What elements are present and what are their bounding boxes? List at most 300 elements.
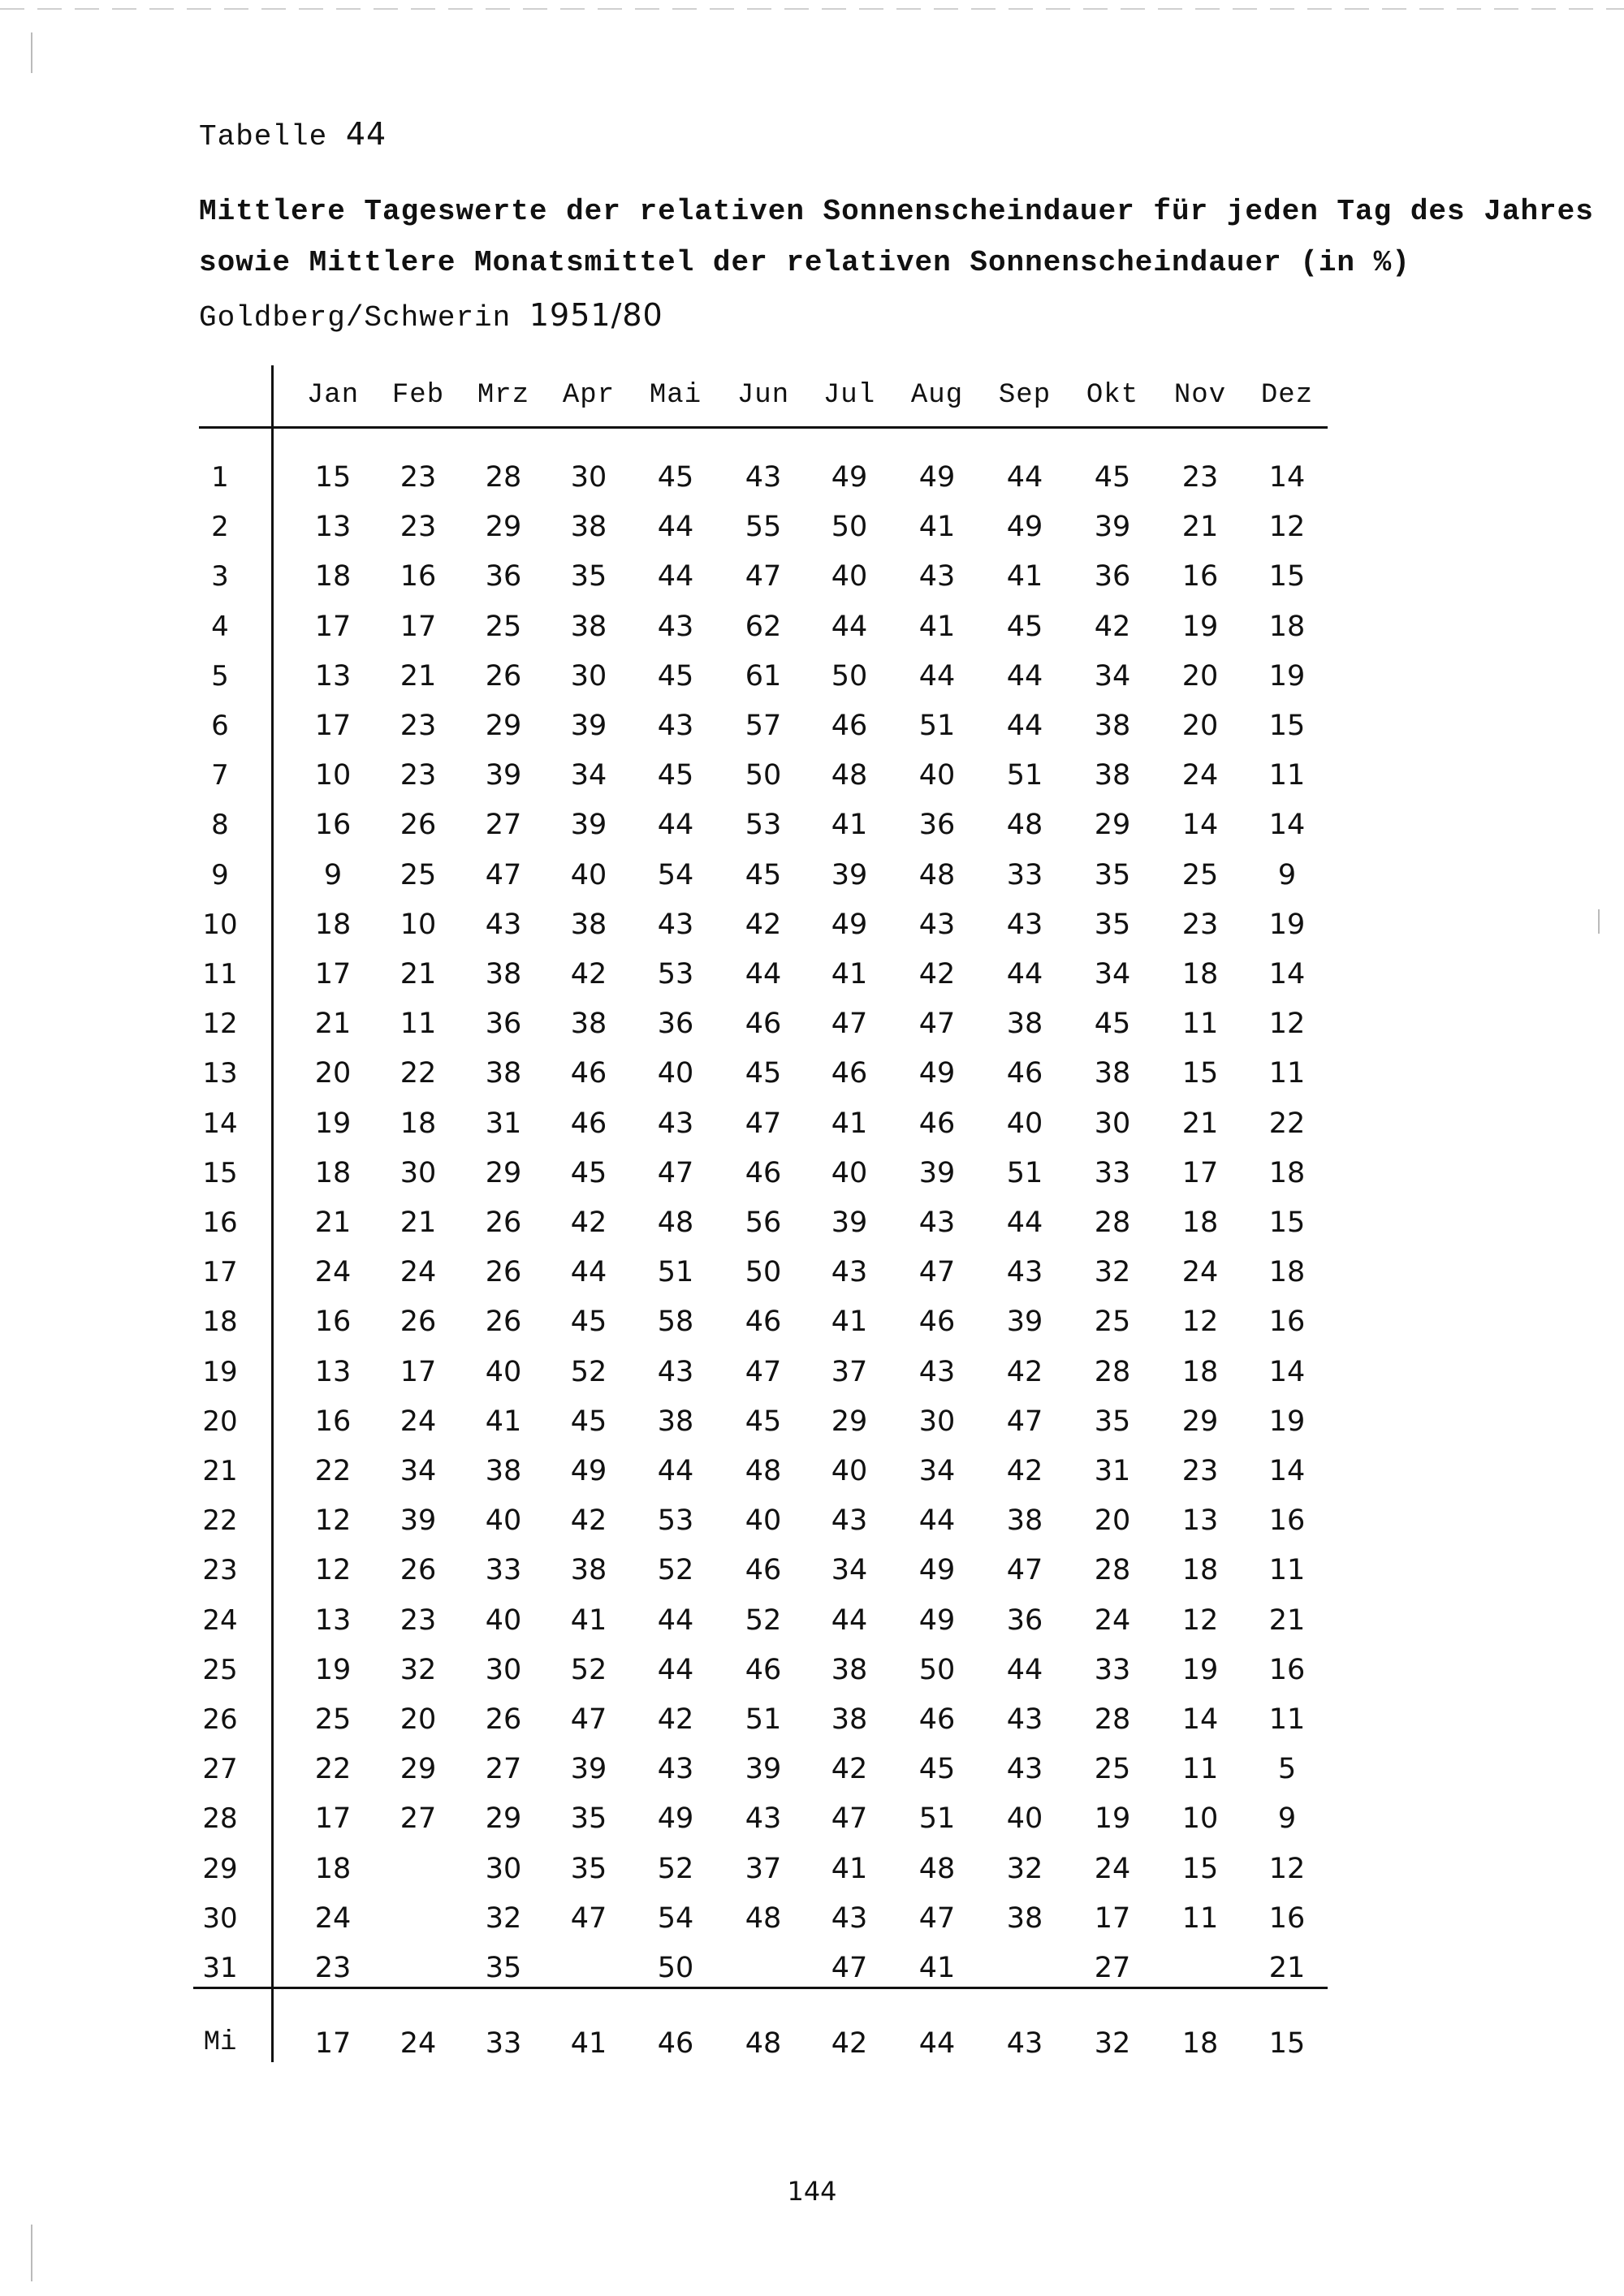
table-cell: 42 bbox=[831, 1753, 868, 1785]
mean-cell: 32 bbox=[1094, 2027, 1131, 2060]
table-cell: 34 bbox=[1094, 660, 1131, 693]
table-cell: 46 bbox=[570, 1057, 607, 1090]
table-cell: 18 bbox=[314, 908, 352, 941]
table-cell: 24 bbox=[1094, 1853, 1131, 1885]
table-cell: 21 bbox=[314, 1206, 352, 1239]
table-cell: 49 bbox=[657, 1802, 694, 1835]
table-cell: 39 bbox=[400, 1504, 437, 1537]
table-cell: 29 bbox=[485, 710, 522, 742]
table-cell: 12 bbox=[1268, 511, 1306, 543]
table-cell: 50 bbox=[657, 1952, 694, 1984]
table-cell: 43 bbox=[831, 1504, 868, 1537]
table-cell: 28 bbox=[1094, 1206, 1131, 1239]
table-cell: 51 bbox=[745, 1703, 782, 1736]
table-cell: 52 bbox=[745, 1604, 782, 1637]
page-number: 144 bbox=[787, 2176, 837, 2207]
column-header-apr: Apr bbox=[562, 380, 615, 411]
table-cell: 47 bbox=[657, 1157, 694, 1189]
scan-mark-left-top bbox=[31, 32, 32, 73]
table-cell: 43 bbox=[745, 461, 782, 494]
row-label-day: 3 bbox=[211, 560, 229, 593]
title-line-1: Mittlere Tageswerte der relativen Sonnenscheindauer für jeden Tag des Jahres bbox=[199, 195, 1594, 228]
table-cell: 21 bbox=[1181, 1107, 1219, 1140]
table-cell: 27 bbox=[485, 1753, 522, 1785]
table-cell: 50 bbox=[745, 1256, 782, 1288]
table-number: 44 bbox=[345, 116, 387, 152]
table-cell: 32 bbox=[1094, 1256, 1131, 1288]
row-label-day: 5 bbox=[211, 660, 229, 693]
table-cell: 36 bbox=[485, 1008, 522, 1040]
scan-mark-left-bottom bbox=[31, 2225, 32, 2281]
table-cell: 45 bbox=[657, 660, 694, 693]
table-cell: 45 bbox=[1006, 611, 1043, 643]
table-cell: 23 bbox=[1181, 461, 1219, 494]
row-label-day: 20 bbox=[202, 1405, 238, 1438]
table-cell: 21 bbox=[314, 1008, 352, 1040]
row-label-day: 22 bbox=[202, 1504, 238, 1537]
table-cell: 44 bbox=[657, 1604, 694, 1637]
table-cell: 25 bbox=[485, 611, 522, 643]
table-cell: 27 bbox=[400, 1802, 437, 1835]
table-cell: 47 bbox=[831, 1802, 868, 1835]
table-cell: 11 bbox=[1181, 1753, 1219, 1785]
table-cell: 26 bbox=[485, 660, 522, 693]
table-cell: 29 bbox=[485, 1157, 522, 1189]
table-cell: 42 bbox=[918, 958, 956, 990]
column-header-jul: Jul bbox=[823, 380, 876, 411]
row-label-day: 31 bbox=[202, 1952, 238, 1984]
table-cell: 15 bbox=[1268, 560, 1306, 593]
table-cell: 14 bbox=[1268, 809, 1306, 841]
table-cell: 31 bbox=[1094, 1455, 1131, 1487]
table-cell: 21 bbox=[400, 660, 437, 693]
table-cell: 12 bbox=[314, 1554, 352, 1586]
row-label-day: 19 bbox=[202, 1356, 238, 1388]
row-label-day: 27 bbox=[202, 1753, 238, 1785]
column-header-sep: Sep bbox=[998, 380, 1052, 411]
scan-edge-top bbox=[0, 8, 1624, 10]
table-cell: 13 bbox=[1181, 1504, 1219, 1537]
table-cell: 23 bbox=[400, 511, 437, 543]
table-cell: 39 bbox=[831, 859, 868, 891]
table-cell: 18 bbox=[314, 560, 352, 593]
table-cell: 24 bbox=[400, 1405, 437, 1438]
table-cell: 16 bbox=[1181, 560, 1219, 593]
table-cell: 46 bbox=[1006, 1057, 1043, 1090]
table-cell: 39 bbox=[918, 1157, 956, 1189]
table-cell: 26 bbox=[400, 1554, 437, 1586]
row-label-day: 14 bbox=[202, 1107, 238, 1140]
table-cell: 23 bbox=[1181, 908, 1219, 941]
table-cell: 16 bbox=[1268, 1504, 1306, 1537]
table-cell: 29 bbox=[831, 1405, 868, 1438]
table-cell: 49 bbox=[570, 1455, 607, 1487]
table-cell: 46 bbox=[570, 1107, 607, 1140]
table-cell: 15 bbox=[1181, 1853, 1219, 1885]
table-cell: 45 bbox=[570, 1405, 607, 1438]
table-cell: 17 bbox=[314, 611, 352, 643]
table-cell: 46 bbox=[745, 1654, 782, 1686]
table-cell: 19 bbox=[1181, 1654, 1219, 1686]
row-label-day: 6 bbox=[211, 710, 229, 742]
table-cell: 30 bbox=[918, 1405, 956, 1438]
table-cell: 16 bbox=[1268, 1306, 1306, 1338]
table-cell: 51 bbox=[918, 1802, 956, 1835]
table-cell: 47 bbox=[831, 1952, 868, 1984]
table-cell: 26 bbox=[400, 1306, 437, 1338]
table-cell: 58 bbox=[657, 1306, 694, 1338]
table-cell: 33 bbox=[1006, 859, 1043, 891]
table-cell: 36 bbox=[1006, 1604, 1043, 1637]
column-header-okt: Okt bbox=[1086, 380, 1139, 411]
table-cell: 61 bbox=[745, 660, 782, 693]
table-cell: 46 bbox=[745, 1554, 782, 1586]
mean-cell: 48 bbox=[745, 2027, 782, 2060]
table-cell: 24 bbox=[314, 1256, 352, 1288]
mean-cell: 46 bbox=[657, 2027, 694, 2060]
table-cell: 54 bbox=[657, 859, 694, 891]
table-cell: 39 bbox=[485, 759, 522, 792]
column-header-jan: Jan bbox=[306, 380, 360, 411]
table-cell: 36 bbox=[657, 1008, 694, 1040]
table-cell: 48 bbox=[831, 759, 868, 792]
table-cell: 24 bbox=[400, 1256, 437, 1288]
table-cell: 43 bbox=[831, 1256, 868, 1288]
table-cell: 43 bbox=[1006, 1753, 1043, 1785]
table-cell: 21 bbox=[400, 1206, 437, 1239]
table-cell: 48 bbox=[657, 1206, 694, 1239]
table-cell: 57 bbox=[745, 710, 782, 742]
table-cell: 19 bbox=[1268, 908, 1306, 941]
table-cell: 35 bbox=[1094, 908, 1131, 941]
table-cell: 23 bbox=[400, 461, 437, 494]
table-cell: 45 bbox=[745, 859, 782, 891]
table-cell: 30 bbox=[570, 461, 607, 494]
table-cell: 50 bbox=[831, 511, 868, 543]
row-label-day: 21 bbox=[202, 1455, 238, 1487]
table-cell: 43 bbox=[918, 560, 956, 593]
table-cell: 35 bbox=[485, 1952, 522, 1984]
table-cell: 17 bbox=[1181, 1157, 1219, 1189]
table-cell: 17 bbox=[400, 1356, 437, 1388]
table-cell: 42 bbox=[657, 1703, 694, 1736]
table-cell: 38 bbox=[1094, 710, 1131, 742]
table-cell: 45 bbox=[657, 461, 694, 494]
table-cell: 50 bbox=[745, 759, 782, 792]
column-header-feb: Feb bbox=[391, 380, 445, 411]
table-cell: 54 bbox=[657, 1902, 694, 1935]
table-cell: 26 bbox=[485, 1306, 522, 1338]
table-cell: 44 bbox=[1006, 958, 1043, 990]
column-header-mrz: Mrz bbox=[477, 380, 530, 411]
table-cell: 43 bbox=[485, 908, 522, 941]
table-cell: 38 bbox=[485, 1057, 522, 1090]
table-cell: 41 bbox=[1006, 560, 1043, 593]
row-label-day: 26 bbox=[202, 1703, 238, 1736]
table-cell: 17 bbox=[314, 958, 352, 990]
mean-row-label: Mi bbox=[203, 2027, 237, 2058]
table-cell: 47 bbox=[570, 1703, 607, 1736]
table-cell: 43 bbox=[918, 1206, 956, 1239]
period: 1951/80 bbox=[529, 297, 663, 333]
table-cell: 11 bbox=[1181, 1902, 1219, 1935]
table-cell: 47 bbox=[745, 1356, 782, 1388]
table-cell: 44 bbox=[570, 1256, 607, 1288]
row-label-day: 10 bbox=[202, 908, 238, 941]
row-label-day: 4 bbox=[211, 611, 229, 643]
table-cell: 22 bbox=[314, 1455, 352, 1487]
table-cell: 26 bbox=[485, 1256, 522, 1288]
table-cell: 21 bbox=[1268, 1604, 1306, 1637]
table-cell: 41 bbox=[485, 1405, 522, 1438]
mean-cell: 24 bbox=[400, 2027, 437, 2060]
table-cell: 45 bbox=[657, 759, 694, 792]
mean-rule bbox=[193, 1987, 1328, 1989]
table-cell: 38 bbox=[570, 611, 607, 643]
column-header-nov: Nov bbox=[1173, 380, 1227, 411]
table-cell: 43 bbox=[745, 1802, 782, 1835]
table-cell: 49 bbox=[831, 908, 868, 941]
table-cell: 35 bbox=[1094, 1405, 1131, 1438]
table-cell: 42 bbox=[570, 1504, 607, 1537]
table-cell: 36 bbox=[485, 560, 522, 593]
table-cell: 38 bbox=[657, 1405, 694, 1438]
row-label-day: 7 bbox=[211, 759, 229, 792]
scan-mark-right bbox=[1598, 909, 1600, 934]
table-cell: 14 bbox=[1268, 1455, 1306, 1487]
table-cell: 41 bbox=[831, 1306, 868, 1338]
table-cell: 47 bbox=[1006, 1405, 1043, 1438]
row-label-day: 24 bbox=[202, 1604, 238, 1637]
table-cell: 39 bbox=[1094, 511, 1131, 543]
table-cell: 38 bbox=[831, 1703, 868, 1736]
table-cell: 38 bbox=[485, 1455, 522, 1487]
table-cell: 46 bbox=[918, 1703, 956, 1736]
table-cell: 26 bbox=[400, 809, 437, 841]
column-header-aug: Aug bbox=[910, 380, 964, 411]
table-cell: 53 bbox=[745, 809, 782, 841]
table-label: Tabelle bbox=[199, 120, 328, 153]
row-label-day: 28 bbox=[202, 1802, 238, 1835]
table-cell: 25 bbox=[400, 859, 437, 891]
table-cell: 44 bbox=[1006, 1654, 1043, 1686]
row-label-day: 2 bbox=[211, 511, 229, 543]
table-cell: 35 bbox=[570, 560, 607, 593]
table-cell: 43 bbox=[657, 908, 694, 941]
table-cell: 30 bbox=[485, 1654, 522, 1686]
table-cell: 24 bbox=[1181, 759, 1219, 792]
table-cell: 9 bbox=[1277, 859, 1297, 891]
table-cell: 32 bbox=[400, 1654, 437, 1686]
table-cell: 29 bbox=[485, 511, 522, 543]
table-cell: 40 bbox=[831, 560, 868, 593]
table-cell: 48 bbox=[918, 1853, 956, 1885]
table-cell: 18 bbox=[400, 1107, 437, 1140]
table-cell: 21 bbox=[1268, 1952, 1306, 1984]
table-cell: 16 bbox=[314, 1306, 352, 1338]
table-cell: 47 bbox=[1006, 1554, 1043, 1586]
table-cell: 33 bbox=[485, 1554, 522, 1586]
table-cell: 10 bbox=[400, 908, 437, 941]
table-cell: 15 bbox=[1268, 710, 1306, 742]
table-cell: 43 bbox=[918, 1356, 956, 1388]
table-cell: 39 bbox=[831, 1206, 868, 1239]
table-cell: 49 bbox=[918, 1057, 956, 1090]
table-cell: 17 bbox=[400, 611, 437, 643]
table-cell: 34 bbox=[400, 1455, 437, 1487]
table-cell: 16 bbox=[400, 560, 437, 593]
table-cell: 21 bbox=[1181, 511, 1219, 543]
table-cell: 43 bbox=[657, 1107, 694, 1140]
table-cell: 44 bbox=[918, 1504, 956, 1537]
table-cell: 47 bbox=[831, 1008, 868, 1040]
table-cell: 20 bbox=[400, 1703, 437, 1736]
header-rule bbox=[199, 426, 1328, 429]
table-cell: 47 bbox=[918, 1902, 956, 1935]
table-cell: 44 bbox=[1006, 461, 1043, 494]
table-cell: 44 bbox=[745, 958, 782, 990]
table-cell: 38 bbox=[1006, 1902, 1043, 1935]
table-cell: 26 bbox=[485, 1703, 522, 1736]
table-cell: 46 bbox=[745, 1157, 782, 1189]
table-cell: 50 bbox=[831, 660, 868, 693]
table-cell: 19 bbox=[314, 1107, 352, 1140]
station-name: Goldberg/Schwerin bbox=[199, 301, 512, 334]
table-cell: 27 bbox=[485, 809, 522, 841]
table-cell: 39 bbox=[570, 710, 607, 742]
table-cell: 30 bbox=[570, 660, 607, 693]
row-label-day: 29 bbox=[202, 1853, 238, 1885]
table-cell: 43 bbox=[657, 1753, 694, 1785]
table-cell: 21 bbox=[400, 958, 437, 990]
table-cell: 32 bbox=[1006, 1853, 1043, 1885]
table-cell: 47 bbox=[745, 560, 782, 593]
table-cell: 29 bbox=[1094, 809, 1131, 841]
table-cell: 40 bbox=[831, 1455, 868, 1487]
table-cell: 19 bbox=[1181, 611, 1219, 643]
table-cell: 38 bbox=[1006, 1504, 1043, 1537]
table-cell: 42 bbox=[1094, 611, 1131, 643]
table-vertical-rule bbox=[271, 365, 274, 2062]
table-cell: 39 bbox=[745, 1753, 782, 1785]
mean-cell: 42 bbox=[831, 2027, 868, 2060]
table-cell: 48 bbox=[1006, 809, 1043, 841]
table-cell: 20 bbox=[1181, 710, 1219, 742]
table-cell: 23 bbox=[400, 710, 437, 742]
table-cell: 15 bbox=[1268, 1206, 1306, 1239]
table-cell: 40 bbox=[485, 1356, 522, 1388]
table-cell: 49 bbox=[918, 461, 956, 494]
table-cell: 42 bbox=[745, 908, 782, 941]
table-cell: 16 bbox=[314, 1405, 352, 1438]
table-cell: 10 bbox=[1181, 1802, 1219, 1835]
table-cell: 15 bbox=[314, 461, 352, 494]
table-cell: 31 bbox=[485, 1107, 522, 1140]
mean-cell: 15 bbox=[1268, 2027, 1306, 2060]
table-cell: 43 bbox=[657, 710, 694, 742]
table-cell: 30 bbox=[485, 1853, 522, 1885]
table-cell: 45 bbox=[1094, 1008, 1131, 1040]
table-cell: 13 bbox=[314, 1604, 352, 1637]
table-cell: 11 bbox=[1268, 1554, 1306, 1586]
table-cell: 38 bbox=[1094, 759, 1131, 792]
table-cell: 11 bbox=[400, 1008, 437, 1040]
table-cell: 40 bbox=[1006, 1802, 1043, 1835]
table-cell: 11 bbox=[1268, 759, 1306, 792]
column-header-jun: Jun bbox=[736, 380, 790, 411]
table-cell: 13 bbox=[314, 1356, 352, 1388]
table-cell: 34 bbox=[1094, 958, 1131, 990]
table-cell: 42 bbox=[570, 1206, 607, 1239]
table-cell: 53 bbox=[657, 958, 694, 990]
table-cell: 44 bbox=[918, 660, 956, 693]
table-cell: 33 bbox=[1094, 1654, 1131, 1686]
table-cell: 23 bbox=[314, 1952, 352, 1984]
table-cell: 32 bbox=[485, 1902, 522, 1935]
table-cell: 13 bbox=[314, 511, 352, 543]
table-cell: 9 bbox=[1277, 1802, 1297, 1835]
table-cell: 44 bbox=[831, 611, 868, 643]
table-cell: 51 bbox=[657, 1256, 694, 1288]
table-cell: 19 bbox=[1094, 1802, 1131, 1835]
table-cell: 44 bbox=[657, 1654, 694, 1686]
table-cell: 14 bbox=[1268, 958, 1306, 990]
table-cell: 53 bbox=[657, 1504, 694, 1537]
table-cell: 44 bbox=[1006, 1206, 1043, 1239]
table-cell: 18 bbox=[314, 1853, 352, 1885]
table-cell: 46 bbox=[831, 710, 868, 742]
table-cell: 49 bbox=[831, 461, 868, 494]
table-cell: 34 bbox=[831, 1554, 868, 1586]
table-cell: 14 bbox=[1268, 1356, 1306, 1388]
table-cell: 41 bbox=[831, 958, 868, 990]
row-label-day: 12 bbox=[202, 1008, 238, 1040]
table-cell: 43 bbox=[1006, 908, 1043, 941]
table-cell: 18 bbox=[1268, 611, 1306, 643]
row-label-day: 11 bbox=[202, 958, 238, 990]
table-cell: 33 bbox=[1094, 1157, 1131, 1189]
table-cell: 40 bbox=[918, 759, 956, 792]
table-cell: 39 bbox=[1006, 1306, 1043, 1338]
table-heading bbox=[199, 116, 387, 153]
table-cell: 18 bbox=[1181, 958, 1219, 990]
table-cell: 51 bbox=[1006, 759, 1043, 792]
table-cell: 24 bbox=[1094, 1604, 1131, 1637]
table-cell: 35 bbox=[570, 1802, 607, 1835]
table-cell: 36 bbox=[918, 809, 956, 841]
table-cell: 46 bbox=[918, 1107, 956, 1140]
table-cell: 17 bbox=[314, 710, 352, 742]
table-cell: 47 bbox=[918, 1256, 956, 1288]
table-cell: 42 bbox=[1006, 1455, 1043, 1487]
table-cell: 38 bbox=[1006, 1008, 1043, 1040]
table-cell: 46 bbox=[918, 1306, 956, 1338]
table-cell: 30 bbox=[1094, 1107, 1131, 1140]
table-cell: 39 bbox=[570, 1753, 607, 1785]
table-cell: 48 bbox=[918, 859, 956, 891]
table-cell: 24 bbox=[314, 1902, 352, 1935]
table-cell: 44 bbox=[657, 560, 694, 593]
table-cell: 17 bbox=[1094, 1902, 1131, 1935]
table-cell: 19 bbox=[1268, 660, 1306, 693]
table-cell: 18 bbox=[1268, 1157, 1306, 1189]
table-cell: 40 bbox=[570, 859, 607, 891]
table-cell: 23 bbox=[400, 759, 437, 792]
table-cell: 49 bbox=[918, 1604, 956, 1637]
table-cell: 40 bbox=[1006, 1107, 1043, 1140]
table-cell: 35 bbox=[1094, 859, 1131, 891]
table-cell: 36 bbox=[1094, 560, 1131, 593]
